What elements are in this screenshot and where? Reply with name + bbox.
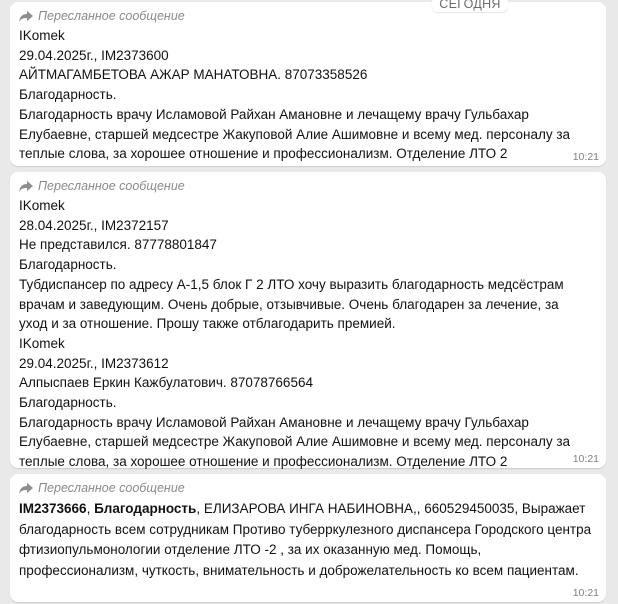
message-line: АЙТМАГАМБЕТОВА АЖАР МАНАТОВНА. 87073358526 [19, 67, 368, 83]
message-line: 29.04.2025г., IM2373612 [19, 355, 169, 371]
forward-arrow-icon [19, 483, 33, 494]
message-line: IKomek [19, 198, 65, 213]
forwarded-label: Пересланное сообщение [38, 481, 185, 495]
message-line: Благодарность. [19, 395, 117, 411]
forward-arrow-icon [19, 181, 33, 192]
message-line: 29.04.2025г., IM2373600 [19, 47, 169, 63]
date-divider: СЕГОДНЯ [432, 0, 508, 12]
message-bubble-3[interactable] [10, 474, 606, 602]
message-line: Елубаевне, старшей медсестре Жакуповой Алие Ашимовне и всему мед. персоналу за [19, 126, 571, 142]
message-text: , ЕЛИЗАРОВА ИНГА НАБИНОВНА,, 660529450035, Выражает благодарность всем сотрудникам Противо туберркулезного диспансера Городского центра фтизиопульмонологии отделение ЛТО -2 , за их оказанную мед. Помощь, профессионализм, чуткость, внимательность и доброжелательность ко всем пациентам. [19, 501, 592, 578]
message-line: IKomek [19, 28, 65, 43]
forwarded-header [19, 478, 598, 498]
message-line: Не представился. 87778801847 [19, 237, 217, 253]
message-line: Алпыспаев Еркин Кажбулатович. 87078766564 [19, 375, 313, 391]
message-body: IM2373666, Благодарность, ЕЛИЗАРОВА ИНГА НАБИНОВНА,, 660529450035, Выражает благодарность всем сотрудникам Противо туберркулезного диспансера Городского центра фтизиопульмонологии отделение ЛТО -2 , за их оказанную мед. Помощь, профессионализм, чуткость, внимательность и доброжелательность ко всем пациентам. [19, 501, 592, 578]
message-body [19, 196, 598, 472]
message-line: уход и за отношение. Прошу также отблагодарить премией. [19, 316, 396, 332]
message-time: 10:21 [572, 453, 599, 465]
forwarded-label: Пересланное сообщение [38, 9, 185, 23]
message-time: 10:21 [572, 587, 599, 599]
message-line: Елубаевне, старшей медсестре Жакуповой Алие Ашимовне и всему мед. персоналу за [19, 434, 571, 450]
message-bubble-2[interactable] [10, 172, 606, 468]
message-bubble-1[interactable] [10, 2, 606, 166]
message-line: врачам и заведующим. Очень добрые, отзывчивые. Очень благодарен за лечение, за [19, 296, 559, 312]
message-line: Благодарность врачу Исламовой Райхан Амановне и лечащему врачу Гульбахар [19, 106, 529, 122]
message-line: теплые слова, за хорошее отношение и профессионализм. Отделение ЛТО 2 [19, 454, 508, 470]
message-line: теплые слова, за хорошее отношение и профессионализм. Отделение ЛТО 2 [19, 146, 508, 162]
message-body [19, 26, 598, 164]
message-time: 10:21 [572, 151, 599, 163]
message-line: Благодарность врачу Исламовой Райхан Амановне и лечащему врачу Гульбахар [19, 414, 529, 430]
forwarded-label: Пересланное сообщение [38, 179, 185, 193]
forwarded-header [19, 176, 598, 196]
message-line: Благодарность. [19, 87, 117, 103]
message-line: Тубдиспансер по адресу А-1,5 блок Г 2 ЛТО хочу выразить благодарность медсёстрам [19, 276, 564, 292]
message-subject: Благодарность [94, 501, 197, 516]
request-id: IM2373666 [19, 501, 87, 516]
message-line: IKomek [19, 335, 65, 351]
message-line: 28.04.2025г., IM2372157 [19, 217, 169, 233]
message-line: Благодарность. [19, 257, 117, 273]
forward-arrow-icon [19, 11, 33, 22]
forwarded-header [19, 6, 598, 26]
